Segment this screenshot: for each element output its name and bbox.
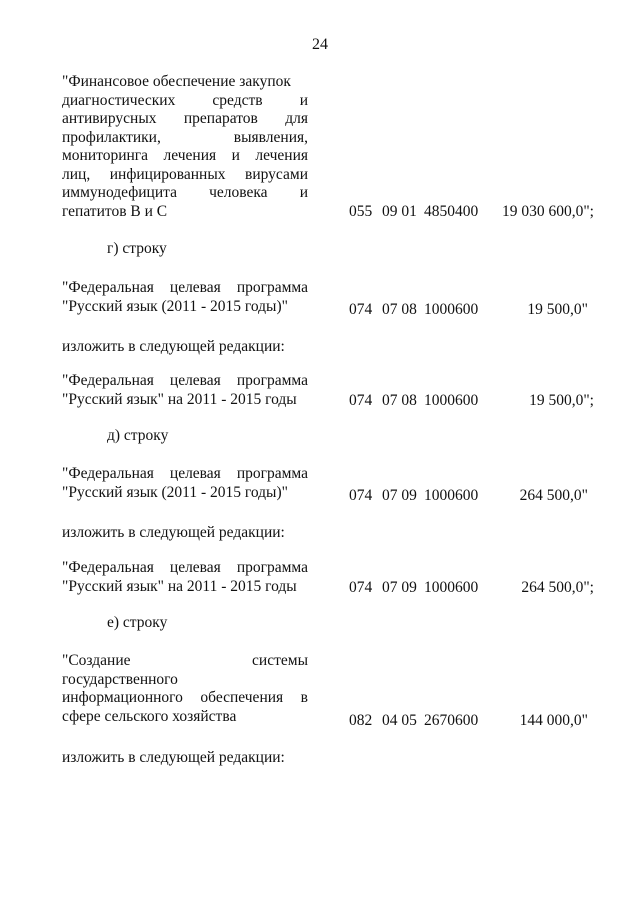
sub-heading: е) строку bbox=[107, 614, 168, 631]
amount: 264 500,0" bbox=[519, 487, 588, 504]
entry-name-line: "Финансовое обеспечение закупок bbox=[62, 73, 291, 90]
entry-name-line: "Федеральная целевая программа bbox=[62, 559, 308, 576]
entry-name-line: "Федеральная целевая программа bbox=[62, 279, 308, 296]
instruction-text: изложить в следующей редакции: bbox=[62, 524, 285, 541]
amount: 19 500,0"; bbox=[529, 392, 594, 409]
entry-name-line: гепатитов В и С bbox=[62, 202, 168, 220]
sub-heading: д) строку bbox=[107, 427, 169, 444]
target-code: 1000600 bbox=[424, 392, 479, 409]
instruction-text: изложить в следующей редакции: bbox=[62, 749, 285, 766]
entry-name-line: лиц, инфицированных вирусами bbox=[62, 165, 308, 183]
entry-name-line: сфере сельского хозяйства bbox=[62, 707, 237, 725]
amount: 144 000,0" bbox=[519, 712, 588, 729]
entry-name-line: "Русский язык" на 2011 - 2015 годы bbox=[62, 577, 297, 595]
amount: 264 500,0"; bbox=[521, 579, 594, 596]
entry-name-line: "Федеральная целевая программа bbox=[62, 372, 308, 389]
amount: 19 500,0" bbox=[527, 301, 588, 318]
entry-name bbox=[62, 559, 308, 596]
entry-name bbox=[62, 465, 308, 502]
entry-name bbox=[62, 279, 308, 316]
entry-name-line: "Федеральная целевая программа bbox=[62, 465, 308, 482]
target-code: 1000600 bbox=[424, 301, 479, 318]
ministry-code: 074 bbox=[349, 487, 373, 504]
entry-name-line: "Русский язык" на 2011 - 2015 годы bbox=[62, 390, 297, 408]
amount: 19 030 600,0"; bbox=[501, 203, 594, 220]
target-code: 1000600 bbox=[424, 579, 479, 596]
ministry-code: 074 bbox=[349, 579, 373, 596]
target-code: 2670600 bbox=[424, 712, 479, 729]
entry-name bbox=[62, 372, 308, 409]
entry-name-line: "Русский язык (2011 - 2015 годы)" bbox=[62, 297, 288, 315]
entry-name-line: "Создание системы bbox=[62, 652, 308, 669]
entry-name-line: мониторинга лечения и лечения bbox=[62, 147, 308, 164]
ministry-code: 074 bbox=[349, 392, 373, 409]
entry-name bbox=[62, 73, 308, 221]
entry-name-line: иммунодефицита человека и bbox=[62, 184, 308, 201]
ministry-code: 082 bbox=[349, 712, 373, 729]
entry-name-line: "Русский язык (2011 - 2015 годы)" bbox=[62, 483, 288, 501]
section-code: 07 08 bbox=[382, 392, 417, 409]
section-code: 07 09 bbox=[382, 487, 417, 504]
entry-name bbox=[62, 652, 308, 726]
section-code: 04 05 bbox=[382, 712, 417, 729]
entry-name-line: диагностических средств и bbox=[62, 91, 308, 109]
entry-name-line: профилактики, выявления, bbox=[62, 128, 308, 146]
section-code: 09 01 bbox=[382, 203, 417, 220]
ministry-code: 055 bbox=[349, 203, 373, 220]
target-code: 1000600 bbox=[424, 487, 479, 504]
section-code: 07 08 bbox=[382, 301, 417, 318]
entry-name-line: антивирусных препаратов для bbox=[62, 110, 308, 127]
entry-name-line: государственного bbox=[62, 670, 178, 688]
section-code: 07 09 bbox=[382, 579, 417, 596]
ministry-code: 074 bbox=[349, 301, 373, 318]
entry-name-line: информационного обеспечения в bbox=[62, 689, 308, 706]
target-code: 4850400 bbox=[424, 203, 479, 220]
page-number: 24 bbox=[312, 36, 328, 53]
sub-heading: г) строку bbox=[107, 240, 167, 257]
instruction-text: изложить в следующей редакции: bbox=[62, 338, 285, 355]
